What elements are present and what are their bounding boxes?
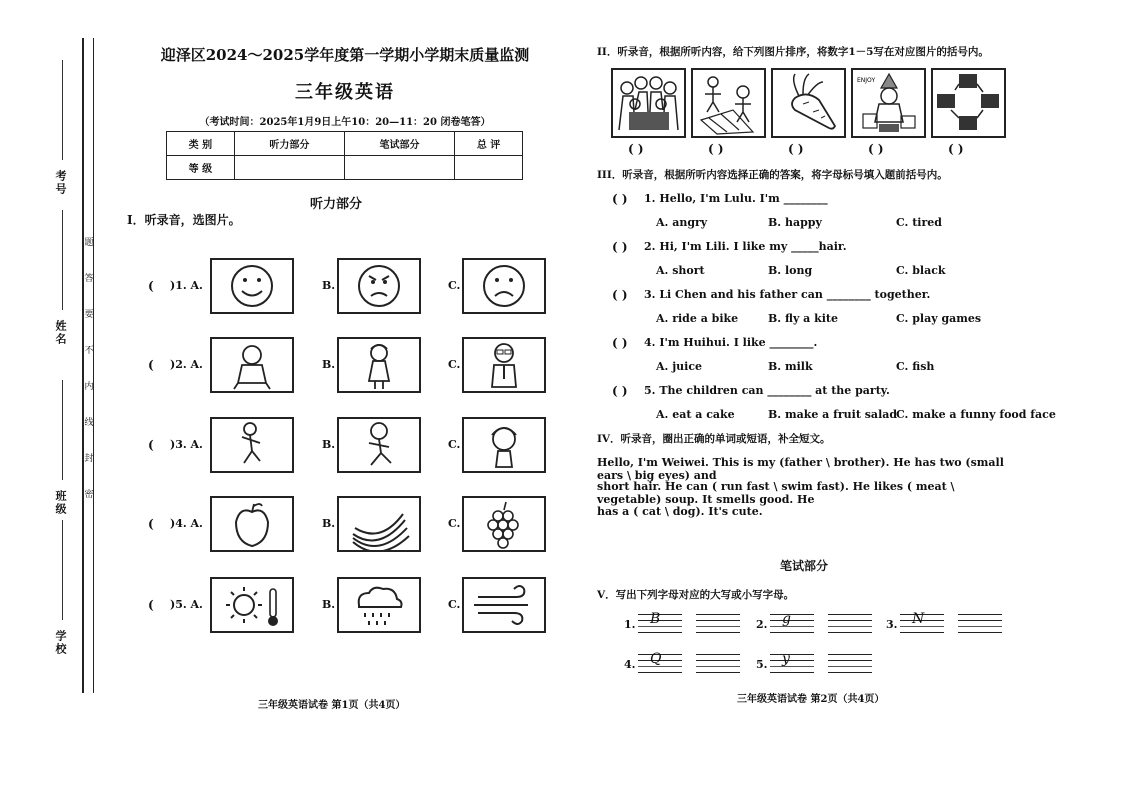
- option-b: B. fly a kite: [768, 312, 839, 325]
- option-c: C. play games: [896, 312, 982, 325]
- option-c: C. tired: [896, 216, 942, 229]
- given-letter: g: [782, 611, 791, 627]
- option-picture-boy-jumping[interactable]: [210, 417, 294, 473]
- score-cell: 笔试部分: [344, 132, 454, 156]
- option-picture-smiling-face[interactable]: [210, 258, 294, 314]
- score-cell: 类 别: [167, 132, 235, 156]
- order-answer-paren[interactable]: ( ): [868, 142, 884, 156]
- answer-letter-lines[interactable]: [828, 654, 872, 674]
- option-b: B. long: [768, 264, 813, 277]
- item-number: )2. A.: [170, 358, 203, 371]
- girl-icon: [464, 419, 544, 471]
- letter-item-number: 5.: [756, 658, 768, 671]
- given-letter-lines: [770, 651, 814, 674]
- order-answer-paren[interactable]: ( ): [948, 142, 964, 156]
- section5-title: V．写出下列字母对应的大写或小写字母。: [597, 589, 795, 601]
- answer-paren[interactable]: (: [148, 279, 154, 293]
- answer-letter-lines[interactable]: [828, 614, 872, 634]
- question-text: 1. Hello, I'm Lulu. I'm ________: [644, 192, 828, 205]
- given-letter: Q: [650, 651, 662, 667]
- score-cell[interactable]: [344, 156, 454, 180]
- given-letter: y: [782, 651, 790, 667]
- option-picture-sad-face[interactable]: [462, 258, 546, 314]
- grandpa-icon: [464, 339, 544, 391]
- score-cell: 听力部分: [234, 132, 344, 156]
- option-label: B.: [322, 438, 336, 451]
- answer-paren[interactable]: ( ): [612, 192, 628, 206]
- score-cell[interactable]: [234, 156, 344, 180]
- option-picture-apple[interactable]: [210, 496, 294, 552]
- animals-diagram-icon: [933, 70, 1004, 136]
- option-b: B. make a fruit salad: [768, 408, 898, 421]
- item-number: )3. A.: [170, 438, 203, 451]
- given-letter-lines: [900, 611, 944, 634]
- option-a: A. angry: [656, 216, 708, 229]
- given-letter-lines: [638, 611, 682, 634]
- option-a: A. short: [656, 264, 705, 277]
- letter-item-number: 1.: [624, 618, 636, 631]
- question-text: 5. The children can ________ at the party.: [644, 384, 890, 397]
- option-b: B. happy: [768, 216, 822, 229]
- exam-title: 迎泽区2024～2025学年度第一学期小学期末质量监测: [160, 46, 530, 64]
- section3-title: III．听录音，根据所听内容选择正确的答案，将字母标号填入题前括号内。: [597, 169, 948, 181]
- rain-cloud-icon: [339, 579, 419, 631]
- option-picture-grapes[interactable]: [462, 496, 546, 552]
- option-a: A. eat a cake: [656, 408, 735, 421]
- option-c: C. fish: [896, 360, 935, 373]
- answer-paren[interactable]: (: [148, 517, 154, 531]
- picture-hopscotch: [691, 68, 766, 138]
- angry-face-icon: [339, 260, 419, 312]
- order-answer-paren[interactable]: ( ): [788, 142, 804, 156]
- passage-line-3: has a ( cat \ dog). It's cute.: [597, 505, 763, 518]
- smiling-face-icon: [212, 260, 292, 312]
- passage-line-2: short hair. He can ( run fast \ swim fast). He likes ( meat \ vegetable) soup. It smells good. He: [597, 480, 955, 506]
- picture-carrot: [771, 68, 846, 138]
- option-a: A. ride a bike: [656, 312, 739, 325]
- svg-text:ENJOY: ENJOY: [857, 77, 876, 84]
- sun-hot-icon: [212, 579, 292, 631]
- option-label: C.: [448, 358, 461, 371]
- bananas-icon: [339, 498, 419, 550]
- girl-icon: [339, 339, 419, 391]
- option-label: B.: [322, 517, 336, 530]
- class-label: 班级: [54, 490, 67, 516]
- option-picture-girl[interactable]: [337, 337, 421, 393]
- answer-paren[interactable]: ( ): [612, 384, 628, 398]
- picture-animals: [931, 68, 1006, 138]
- item-number: )5. A.: [170, 598, 203, 611]
- item-number: )1. A.: [170, 279, 203, 292]
- given-letter: B: [650, 611, 661, 627]
- family-icon: [613, 70, 684, 136]
- hopscotch-icon: [693, 70, 764, 136]
- item-number: )4. A.: [170, 517, 203, 530]
- answer-letter-lines[interactable]: [958, 614, 1002, 634]
- order-answer-paren[interactable]: ( ): [628, 142, 644, 156]
- option-label: C.: [448, 279, 461, 292]
- grapes-icon: [464, 498, 544, 550]
- school-label: 学校: [54, 630, 67, 656]
- sad-face-icon: [464, 260, 544, 312]
- option-a: A. juice: [656, 360, 703, 373]
- name-label: 姓名: [54, 320, 67, 346]
- page2-footer: 三年级英语试卷 第2页（共4页）: [737, 694, 885, 705]
- option-label: B.: [322, 598, 336, 611]
- birthday-girl-icon: [853, 70, 924, 136]
- given-letter-lines: [770, 611, 814, 634]
- answer-paren[interactable]: (: [148, 438, 154, 452]
- option-picture-boy-running[interactable]: [337, 417, 421, 473]
- picture-family: [611, 68, 686, 138]
- exam-no-label: 考号: [54, 170, 67, 196]
- passage-line-1: Hello, I'm Weiwei. This is my (father \ brother). He has two (small ears \ big eyes) and: [597, 456, 1004, 482]
- option-picture-sun-hot[interactable]: [210, 577, 294, 633]
- seal-text: 题 答 要 不 内 线 封 密: [84, 238, 94, 500]
- option-picture-angry-face[interactable]: [337, 258, 421, 314]
- section1-title: I．听录音，选图片。: [127, 213, 241, 227]
- option-picture-baby[interactable]: [210, 337, 294, 393]
- name-blank: [62, 210, 63, 310]
- carrot-icon: [773, 70, 844, 136]
- option-picture-bananas[interactable]: [337, 496, 421, 552]
- option-label: B.: [322, 279, 336, 292]
- page1-footer: 三年级英语试卷 第1页（共4页）: [258, 700, 406, 711]
- given-letter-lines: [638, 651, 682, 674]
- option-c: C. make a funny food face: [896, 408, 1056, 421]
- score-table: [166, 131, 523, 180]
- option-picture-grandpa[interactable]: [462, 337, 546, 393]
- option-label: C.: [448, 438, 461, 451]
- answer-paren[interactable]: (: [148, 358, 154, 372]
- section2-title: II．听录音，根据所听内容，给下列图片排序，将数字1－5写在对应图片的括号内。: [597, 46, 989, 58]
- option-picture-wind[interactable]: [462, 577, 546, 633]
- exam-no-blank: [62, 60, 63, 160]
- answer-paren[interactable]: ( ): [612, 240, 628, 254]
- option-label: C.: [448, 598, 461, 611]
- answer-paren[interactable]: (: [148, 598, 154, 612]
- section4-title: IV．听录音，圈出正确的单词或短语，补全短文。: [597, 433, 831, 445]
- answer-paren[interactable]: ( ): [612, 336, 628, 350]
- option-label: C.: [448, 517, 461, 530]
- option-label: B.: [322, 358, 336, 371]
- given-letter: N: [912, 611, 925, 627]
- written-heading: 笔试部分: [780, 559, 829, 573]
- letter-item-number: 3.: [886, 618, 898, 631]
- order-answer-paren[interactable]: ( ): [708, 142, 724, 156]
- answer-letter-lines[interactable]: [696, 654, 740, 674]
- score-cell: 总 评: [455, 132, 523, 156]
- answer-letter-lines[interactable]: [696, 614, 740, 634]
- letter-item-number: 4.: [624, 658, 636, 671]
- baby-icon: [212, 339, 292, 391]
- wind-icon: [464, 579, 544, 631]
- option-picture-rain-cloud[interactable]: [337, 577, 421, 633]
- subject-title: 三年级英语: [295, 82, 395, 103]
- question-text: 4. I'm Huihui. I like ________.: [644, 336, 818, 349]
- score-cell: 等 级: [167, 156, 235, 180]
- school-blank: [62, 520, 63, 620]
- option-b: B. milk: [768, 360, 813, 373]
- question-text: 3. Li Chen and his father can ________ together.: [644, 288, 931, 301]
- boy-jumping-icon: [212, 419, 292, 471]
- class-blank: [62, 380, 63, 480]
- letter-item-number: 2.: [756, 618, 768, 631]
- listening-heading: 听力部分: [310, 197, 363, 212]
- picture-birthday: [851, 68, 926, 138]
- exam-time: （考试时间：2025年1月9日上午10：20—11：20 闭卷笔答）: [199, 117, 491, 128]
- score-cell[interactable]: [455, 156, 523, 180]
- option-c: C. black: [896, 264, 946, 277]
- question-text: 2. Hi, I'm Lili. I like my _____hair.: [644, 240, 847, 253]
- apple-icon: [212, 498, 292, 550]
- boy-running-icon: [339, 419, 419, 471]
- option-picture-girl[interactable]: [462, 417, 546, 473]
- answer-paren[interactable]: ( ): [612, 288, 628, 302]
